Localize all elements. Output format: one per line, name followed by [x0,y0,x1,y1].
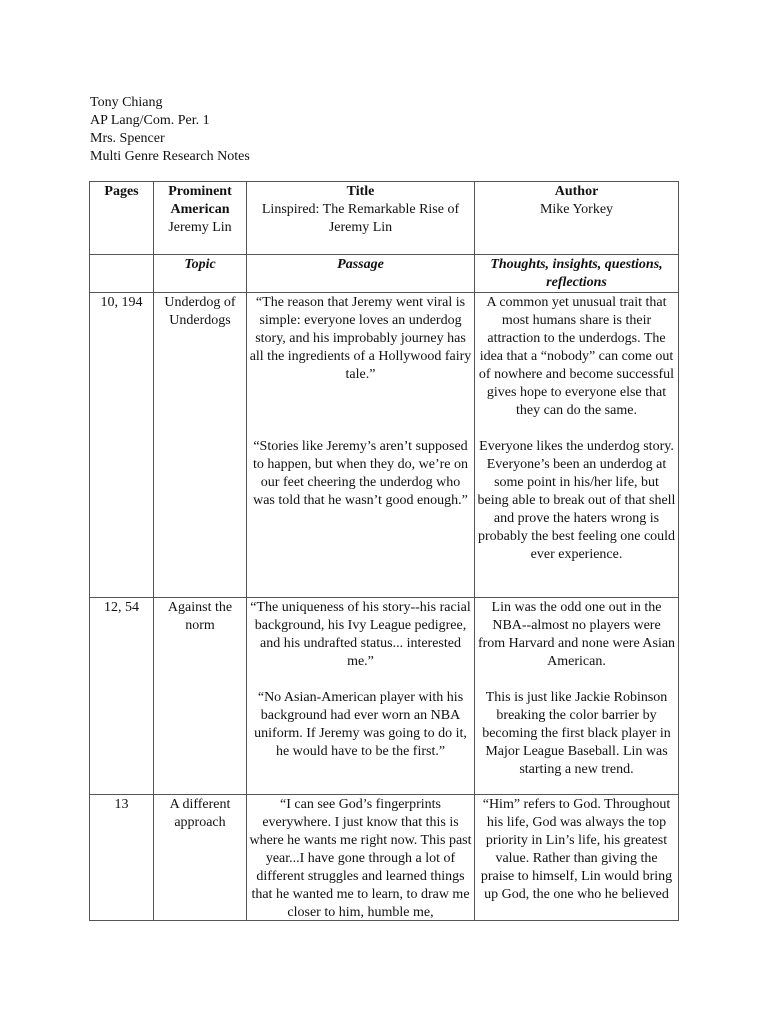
thoughts-paragraph-1: “Him” refers to God. Throughout his life, God was always the top priority in Lin’s life, his greatest value. Rather than giving the praise to himself, Lin would bring up God, the one who he believed [480,797,673,902]
table-row [90,598,679,795]
pages-header-cell [90,182,154,255]
title-cell [247,182,475,255]
document-header [90,94,250,166]
thoughts-paragraph-1: Lin was the odd one out in the NBA--almost no players were from Harvard and none were Asian American. [477,600,676,669]
passage-quote-1: “The uniqueness of his story--his racial background, his Ivy League pedigree, and his undrafted status... interested me.” [250,600,471,669]
prominent-american-label: Prominent American [168,184,232,217]
pages-value: 12, 54 [104,600,139,615]
pages-value: 13 [114,797,129,812]
topic-value: Against the norm [167,600,233,633]
passage-cell [247,795,475,921]
title-value: Linspired: The Remarkable Rise of Jeremy Lin [261,202,460,235]
passage-quote-2: “Stories like Jeremy’s aren’t supposed to happen, but when they do, we’re on our feet cheering the underdog who was told that he wasn’t good enough.” [253,439,468,508]
topic-value: A different approach [169,797,231,830]
pages-cell [90,293,154,598]
topic-header-cell [154,255,247,293]
student-name: Tony Chiang [90,95,163,110]
pages-value: 10, 194 [100,295,143,310]
paragraph-gap [249,671,472,689]
pages-cell [90,598,154,795]
thoughts-cell [475,293,679,598]
thoughts-header: Thoughts, insights, questions, reflections [490,257,663,290]
passage-quote-1: “I can see God’s fingerprints everywhere. I just know that this is where he wants me right now. This past year...I have gone through a lot of different struggles and learned things that he wanted me to learn, to draw me closer to him, humble me, [249,797,472,920]
passage-quote-2: “No Asian-American player with his background had ever worn an NBA uniform. If Jeremy was going to do it, he would have to be the first.” [254,690,467,759]
topic-cell [154,795,247,921]
table-row [90,795,679,921]
assignment-title: Multi Genre Research Notes [90,149,250,164]
topic-header: Topic [184,257,216,272]
research-notes-table [89,181,679,921]
topic-cell [154,293,247,598]
author-value: Mike Yorkey [539,202,614,217]
column-header-row [90,255,679,293]
topic-value: Underdog of Underdogs [164,295,236,328]
passage-cell [247,598,475,795]
empty-header-cell [90,255,154,293]
table-header-row [90,182,679,255]
course-period: AP Lang/Com. Per. 1 [90,113,210,128]
thoughts-cell [475,795,679,921]
thoughts-cell [475,598,679,795]
paragraph-gap [249,384,472,438]
prominent-american-value: Jeremy Lin [168,220,232,235]
pages-header: Pages [104,184,139,199]
topic-cell [154,598,247,795]
passage-quote-1: “The reason that Jeremy went viral is simple: everyone loves an underdog story, and his improbably journey has all the ingredients of a Hollywood fairy tale.” [249,295,472,382]
paragraph-gap [477,420,676,438]
author-cell [475,182,679,255]
thoughts-paragraph-2: Everyone likes the underdog story. Everyone’s been an underdog at some point in his/her life, but being able to break out of that shell and prove the haters wrong is probably the best feeling one could ever experience. [477,439,676,562]
thoughts-header-cell [475,255,679,293]
author-label: Author [554,184,599,199]
passage-cell [247,293,475,598]
passage-header-cell [247,255,475,293]
title-label: Title [346,184,375,199]
prominent-american-cell [154,182,247,255]
paragraph-gap [477,671,676,689]
teacher-name: Mrs. Spencer [90,131,165,146]
thoughts-paragraph-2: This is just like Jackie Robinson breaking the color barrier by becoming the first black player in Major League Baseball. Lin was starting a new trend. [482,690,671,777]
thoughts-paragraph-1: A common yet unusual trait that most humans share is their attraction to the underdogs. The idea that a “nobody” can come out of nowhere and become successful gives hope to everyone else that they can do the same. [478,295,675,418]
passage-header: Passage [337,257,384,272]
pages-cell [90,795,154,921]
table-row [90,293,679,598]
